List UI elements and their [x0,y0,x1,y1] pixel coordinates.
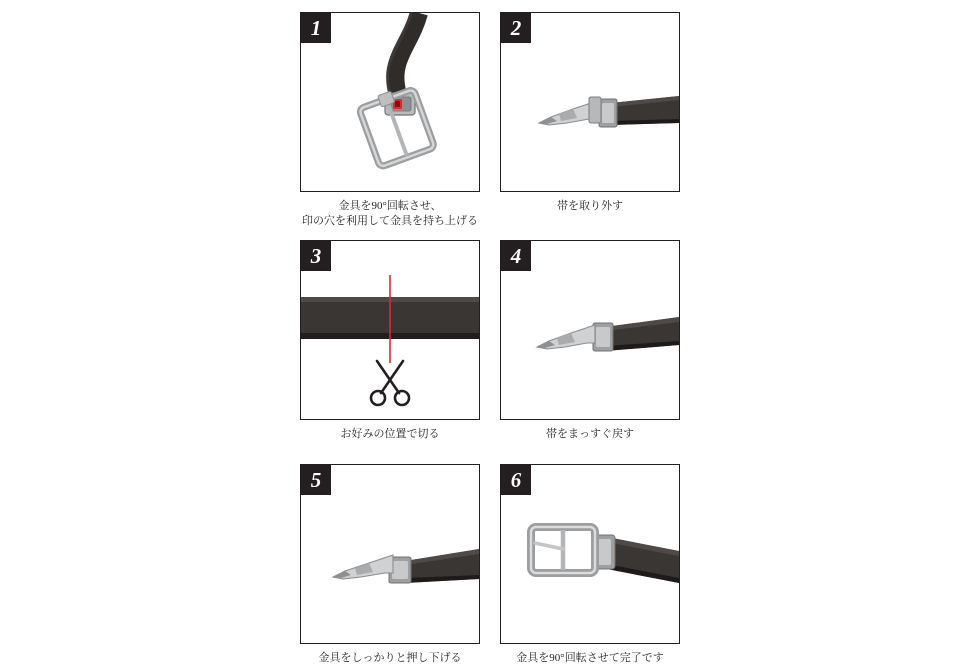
step-1-panel [300,12,480,192]
step-2-number: 2 [501,13,531,43]
step-6-number: 6 [501,465,531,495]
step-2-panel [500,12,680,192]
step-6 [500,464,680,666]
step-2-caption-line-1: 帯を取り外す [557,200,623,212]
step-1-number: 1 [301,13,331,43]
step-1-caption [300,199,480,229]
step-1-caption-line-1: 金具を90°回転させ、 [338,200,442,212]
step-4-caption-line-1: 帯をまっすぐ戻す [546,428,634,440]
step-5 [300,464,480,666]
step-1 [300,12,480,229]
step-5-caption-line-1: 金具をしっかりと押し下げる [318,652,462,664]
step-3-number: 3 [301,241,331,271]
step-6-caption-line-1: 金具を90°回転させて完了です [516,652,664,664]
step-4-caption [500,427,680,442]
step-2-caption [500,199,680,214]
step-4-number: 4 [501,241,531,271]
step-6-panel [500,464,680,644]
step-3-panel [300,240,480,420]
step-4-panel [500,240,680,420]
step-3 [300,240,480,442]
step-4 [500,240,680,442]
step-1-caption-line-2: 印の穴を利用して金具を持ち上げる [302,215,478,227]
step-3-caption [300,427,480,442]
step-2 [500,12,680,214]
step-5-number: 5 [301,465,331,495]
step-3-caption-line-1: お好みの位置で切る [340,428,440,440]
step-5-panel [300,464,480,644]
